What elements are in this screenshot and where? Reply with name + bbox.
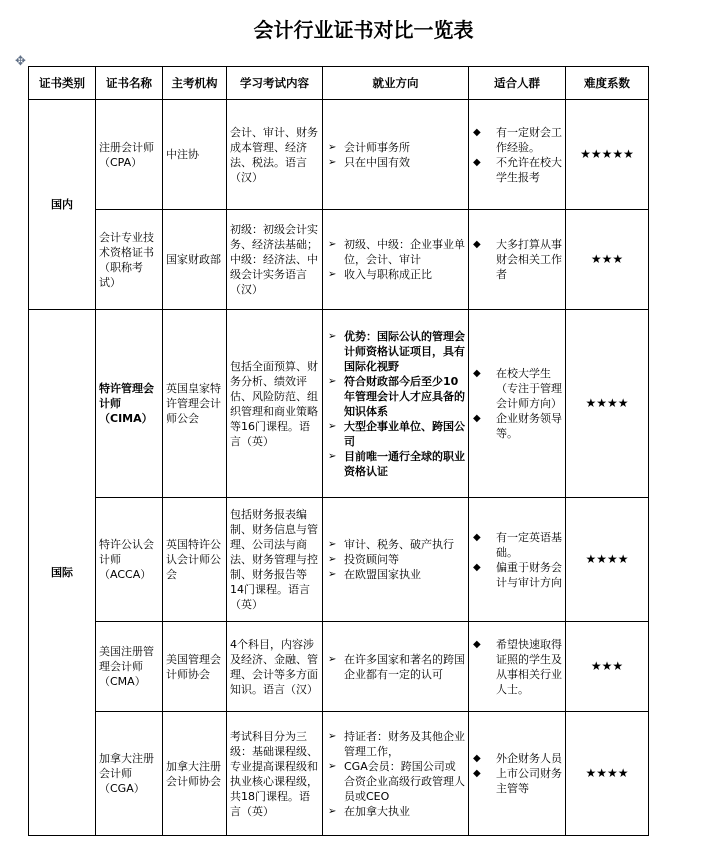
- list-item: ◆ 企业财务领导等。: [472, 411, 562, 441]
- list-item: ◆ 有一定英语基础。: [472, 530, 562, 560]
- list-item: ◆ 大多打算从事财会相关工作者: [472, 237, 562, 282]
- list-item: ◆ 不允许在校大学生报考: [472, 155, 562, 185]
- list-item: ➢ 审计、税务、破产执行: [326, 537, 465, 552]
- header-cell: 适合人群: [469, 67, 566, 100]
- exam-org: 英国特许公认会计师公会: [163, 498, 227, 622]
- list-item: ➢ 初级、中级：企业事业单位，会计、审计: [326, 237, 465, 267]
- comparison-table: [28, 66, 649, 836]
- list-item: ➢ 在许多国家和著名的跨国企业都有一定的认可: [326, 652, 465, 682]
- list-item: ➢ 大型企事业单位、跨国公司: [326, 419, 465, 449]
- exam-org: 中注协: [163, 100, 227, 210]
- header-cell: 学习考试内容: [227, 67, 323, 100]
- list-item: ◆ 有一定财会工作经验。: [472, 125, 562, 155]
- exam-content: 初级：初级会计实务、经济法基础；中级：经济法、中级会计实务语言（汉）: [227, 210, 323, 310]
- list-item: ➢ 会计师事务所: [326, 140, 465, 155]
- table-row: [29, 622, 649, 712]
- list-item: ◆ 在校大学生（专注于管理会计师方向）: [472, 366, 562, 411]
- job-direction: [323, 712, 469, 836]
- job-direction: [323, 310, 469, 498]
- table-row: [29, 210, 649, 310]
- category-cell: 国内: [29, 100, 96, 310]
- list-item: ➢ 只在中国有效: [326, 155, 465, 170]
- header-cell: 证书类别: [29, 67, 96, 100]
- header-cell: 主考机构: [163, 67, 227, 100]
- list-item: ➢ 目前唯一通行全球的职业资格认证: [326, 449, 465, 479]
- target-audience: [469, 100, 566, 210]
- list-item: ◆ 上市公司财务主管等: [472, 766, 562, 796]
- exam-content: 考试科目分为三级：基础课程级、专业提高课程级和执业核心课程级，共18门课程。语言（英）: [227, 712, 323, 836]
- table-row: [29, 498, 649, 622]
- category-cell: 国际: [29, 310, 96, 836]
- job-direction: [323, 498, 469, 622]
- target-audience: [469, 498, 566, 622]
- exam-org: 美国管理会计师协会: [163, 622, 227, 712]
- target-audience: [469, 210, 566, 310]
- page-title: 会计行业证书对比一览表: [253, 18, 474, 42]
- exam-org: 加拿大注册会计师协会: [163, 712, 227, 836]
- exam-content: 包括财务报表编制、财务信息与管理、公司法与商法、财务管理与控制、财务报告等14门课程。语言（英）: [227, 498, 323, 622]
- list-item: ➢ 在加拿大执业: [326, 804, 465, 819]
- difficulty-stars: ★★★: [566, 210, 649, 310]
- list-item: ➢ 持证者：财务及其他企业管理工作，: [326, 729, 465, 759]
- table-row: [29, 712, 649, 836]
- difficulty-stars: ★★★★: [566, 498, 649, 622]
- list-item: ◆ 希望快速取得证照的学生及从事相关行业人士。: [472, 637, 562, 697]
- cert-name: 特许管理会计师（CIMA）: [96, 310, 163, 498]
- job-direction: [323, 210, 469, 310]
- header-cell: 就业方向: [323, 67, 469, 100]
- cert-name: 特许公认会计师（ACCA）: [96, 498, 163, 622]
- exam-content: 会计、审计、财务成本管理、经济法、税法。语言（汉）: [227, 100, 323, 210]
- job-direction: [323, 622, 469, 712]
- target-audience: [469, 622, 566, 712]
- difficulty-stars: ★★★: [566, 622, 649, 712]
- cert-name: 美国注册管理会计师（CMA）: [96, 622, 163, 712]
- job-direction: [323, 100, 469, 210]
- difficulty-stars: ★★★★: [566, 310, 649, 498]
- table-row: [29, 100, 649, 210]
- target-audience: [469, 310, 566, 498]
- table-move-handle-icon[interactable]: ✥: [15, 54, 26, 69]
- list-item: ◆ 偏重于财务会计与审计方向: [472, 560, 562, 590]
- difficulty-stars: ★★★★: [566, 712, 649, 836]
- list-item: ➢ 投资顾问等: [326, 552, 465, 567]
- header-cell: 难度系数: [566, 67, 649, 100]
- difficulty-stars: ★★★★★: [566, 100, 649, 210]
- list-item: ➢ CGA会员：跨国公司或合资企业高级行政管理人员或CEO: [326, 759, 465, 804]
- exam-org: 国家财政部: [163, 210, 227, 310]
- cert-name: 加拿大注册会计师（CGA）: [96, 712, 163, 836]
- cert-name: 注册会计师（CPA）: [96, 100, 163, 210]
- list-item: ◆ 外企财务人员: [472, 751, 562, 766]
- cert-name: 会计专业技术资格证书（职称考试）: [96, 210, 163, 310]
- target-audience: [469, 712, 566, 836]
- exam-content: 包括全面预算、财务分析、绩效评估、风险防范、组织管理和商业策略等16门课程。语言（英）: [227, 310, 323, 498]
- list-item: ➢ 在欧盟国家执业: [326, 567, 465, 582]
- header-cell: 证书名称: [96, 67, 163, 100]
- exam-content: 4个科目，内容涉及经济、金融、管理、会计等多方面知识。语言（汉）: [227, 622, 323, 712]
- list-item: ➢ 收入与职称成正比: [326, 267, 465, 282]
- list-item: ➢ 优势：国际公认的管理会计师资格认证项目，具有国际化视野: [326, 329, 465, 374]
- table-row: [29, 310, 649, 498]
- list-item: ➢ 符合财政部今后至少10年管理会计人才应具备的知识体系: [326, 374, 465, 419]
- header-row: [29, 67, 649, 100]
- exam-org: 英国皇家特许管理会计师公会: [163, 310, 227, 498]
